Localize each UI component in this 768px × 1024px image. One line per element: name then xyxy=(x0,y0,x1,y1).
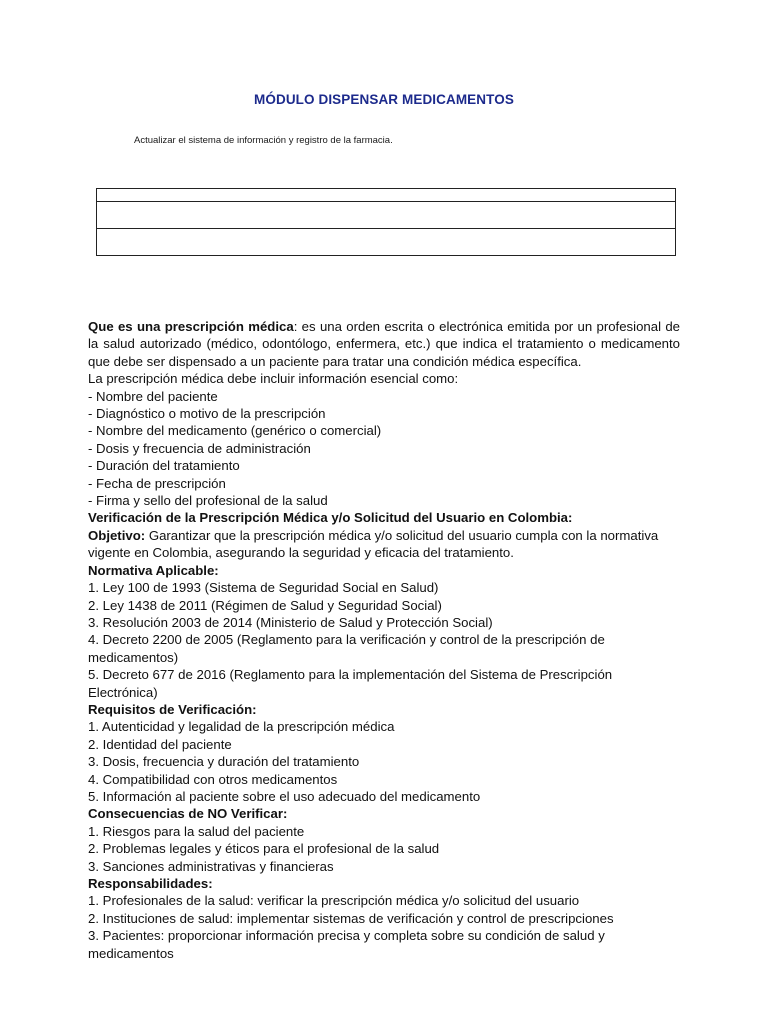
table-cell xyxy=(97,229,676,256)
table-row xyxy=(97,189,676,202)
list-item: 3. Dosis, frecuencia y duración del tratamiento xyxy=(88,754,360,770)
list-intro: La prescripción médica debe incluir información esencial como: xyxy=(88,371,459,387)
verification-heading xyxy=(88,509,680,526)
section-heading-text: Consecuencias de NO Verificar: xyxy=(88,806,288,822)
list-item: 3. Sanciones administrativas y financieras xyxy=(88,858,334,874)
document-body xyxy=(88,318,680,962)
table-row xyxy=(97,202,676,229)
objective-paragraph xyxy=(88,527,680,562)
objective-label: Objetivo: xyxy=(88,527,146,543)
list-item: 2. Problemas legales y éticos para el profesional de la salud xyxy=(88,841,440,857)
list-item: 1. Profesionales de la salud: verificar la prescripción médica y/o solicitud del usuario xyxy=(88,893,580,909)
list-item: 3. Resolución 2003 de 2014 (Ministerio de Salud y Protección Social) xyxy=(88,614,493,630)
table-row xyxy=(97,229,676,256)
list-item: - Duración del tratamiento xyxy=(88,458,240,474)
list-item: 4. Compatibilidad con otros medicamentos xyxy=(88,771,338,787)
section-requisitos xyxy=(88,701,680,805)
section-heading-text: Normativa Aplicable: xyxy=(88,562,219,578)
list-item: 4. Decreto 2200 de 2005 (Reglamento para la verificación y control de la prescripción de medicamentos) xyxy=(88,632,605,665)
section-responsabilidades xyxy=(88,875,680,962)
list-item: 5. Información al paciente sobre el uso adecuado del medicamento xyxy=(88,788,481,804)
list-item: 5. Decreto 677 de 2016 (Reglamento para la implementación del Sistema de Prescripción Electrónica) xyxy=(88,667,613,700)
section-heading-text: Requisitos de Verificación: xyxy=(88,701,257,717)
definition-paragraph xyxy=(88,318,680,370)
section-heading xyxy=(88,701,680,718)
section-heading xyxy=(88,562,680,579)
section-normativa xyxy=(88,562,680,701)
list-item: - Nombre del paciente xyxy=(88,388,218,404)
table-cell xyxy=(97,202,676,229)
list-item: 1. Ley 100 de 1993 (Sistema de Seguridad Social en Salud) xyxy=(88,580,439,596)
list-item: 2. Instituciones de salud: implementar sistemas de verificación y control de prescripciones xyxy=(88,910,614,926)
objective-text: Garantizar que la prescripción médica y/o solicitud del usuario cumpla con la normativa vigente en Colombia, asegurando la seguridad y eficacia del tratamiento. xyxy=(88,527,659,561)
list-item: - Dosis y frecuencia de administración xyxy=(88,440,311,456)
definition-term: Que es una prescripción médica xyxy=(88,319,294,334)
verification-heading-text: Verificación de la Prescripción Médica y/o Solicitud del Usuario en Colombia: xyxy=(88,510,573,526)
definition-text: : es una orden escrita o electrónica emitida por un profesional de la salud autorizado (médico, odontólogo, enfermera, etc.) que indica el tratamiento o medicamento que debe ser dispensado a un paciente para tratar una condición médica específica. xyxy=(88,319,681,369)
list-item: 2. Ley 1438 de 2011 (Régimen de Salud y Seguridad Social) xyxy=(88,597,442,613)
list-item: - Fecha de prescripción xyxy=(88,475,226,491)
section-heading-text: Responsabilidades: xyxy=(88,876,213,891)
list-item: - Firma y sello del profesional de la salud xyxy=(88,493,328,509)
list-item: 2. Identidad del paciente xyxy=(88,736,232,752)
table-cell xyxy=(97,189,676,202)
section-heading xyxy=(88,875,680,892)
list-item: - Nombre del medicamento (genérico o comercial) xyxy=(88,423,382,439)
section-consecuencias xyxy=(88,805,680,875)
section-heading xyxy=(88,805,680,822)
prescription-requirements-list xyxy=(88,388,680,510)
list-item: - Diagnóstico o motivo de la prescripción xyxy=(88,406,326,422)
document-title: MÓDULO DISPENSAR MEDICAMENTOS xyxy=(254,92,514,107)
list-item: 3. Pacientes: proporcionar información precisa y completa sobre su condición de salud y medicamentos xyxy=(88,928,605,961)
list-item: 1. Autenticidad y legalidad de la prescripción médica xyxy=(88,719,395,735)
empty-form-table xyxy=(96,188,676,256)
document-subtitle: Actualizar el sistema de información y registro de la farmacia. xyxy=(134,135,393,146)
list-item: 1. Riesgos para la salud del paciente xyxy=(88,823,305,839)
